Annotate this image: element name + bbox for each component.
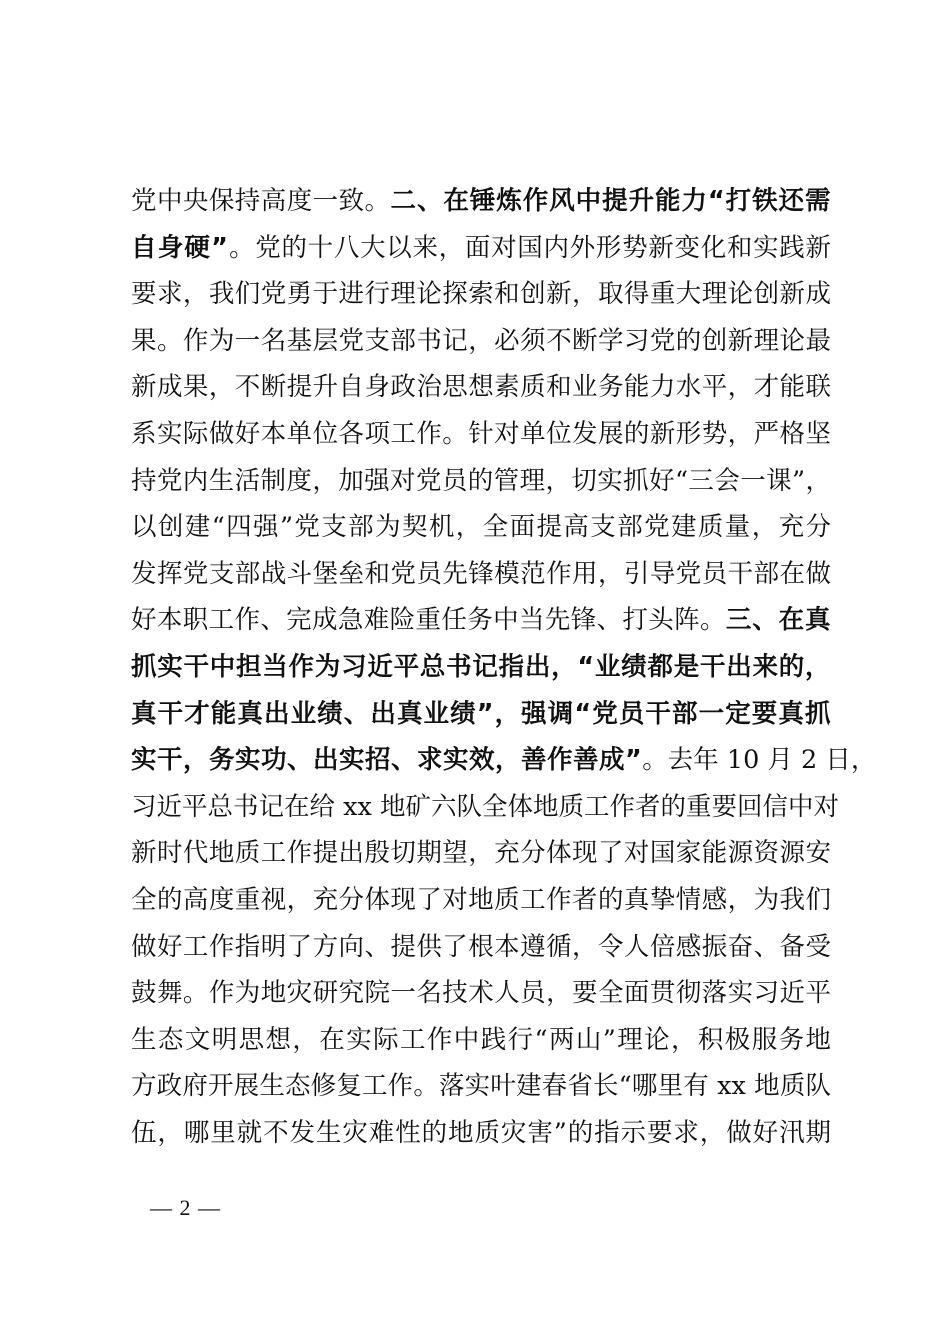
text-line-content	[131, 271, 831, 318]
bold-text-segment: 三、在真	[725, 605, 831, 636]
text-line	[131, 458, 831, 505]
text-line	[131, 504, 831, 551]
text-segment: 持党内生活制度，加强对党员的管理，切实抓好“三会一课”，	[131, 465, 831, 496]
text-segment: 要求，我们党勇于进行理论探索和创新，取得重大理论创新成	[131, 279, 831, 310]
text-line-content	[131, 737, 877, 784]
text-line	[131, 597, 831, 644]
text-line	[131, 178, 831, 225]
text-line-content	[131, 597, 831, 644]
text-line-content	[131, 1017, 831, 1064]
text-line-content	[131, 364, 831, 411]
text-line-content	[131, 178, 831, 225]
text-segment: 党中央保持高度一致。	[131, 186, 391, 216]
text-line-content	[131, 830, 831, 877]
text-segment: 果。作为一名基层党支部书记，必须不断学习党的创新理论最	[131, 325, 831, 356]
text-line	[131, 411, 831, 458]
bold-text-segment: 实干，务实功、出实招、求实效，善作善成”	[131, 745, 643, 776]
text-line-content	[131, 551, 831, 598]
text-line-content	[131, 225, 831, 272]
text-line	[131, 1110, 831, 1157]
text-line-content	[131, 411, 831, 458]
text-line-content	[131, 784, 839, 831]
text-line	[131, 924, 831, 971]
text-segment: 系实际做好本单位各项工作。针对单位发展的新形势，严格坚	[131, 418, 831, 449]
text-line	[131, 364, 831, 411]
text-segment: 。党的十八大以来，面对国内外形势新变化和实践新	[228, 232, 831, 263]
text-line	[131, 644, 831, 691]
text-segment: 全的高度重视，充分体现了对地质工作者的真挚情感，为我们	[131, 884, 831, 915]
text-line-content	[131, 970, 831, 1017]
page-number: — 2 —	[150, 1195, 221, 1220]
text-line	[131, 691, 831, 738]
text-line	[131, 784, 839, 831]
text-line	[131, 271, 831, 318]
text-line-content	[131, 1063, 831, 1110]
text-segment: 方政府开展生态修复工作。落实叶建春省长“哪里有 xx 地质队	[131, 1071, 831, 1102]
text-line-content	[131, 504, 831, 551]
text-line	[131, 1063, 831, 1110]
text-line	[131, 877, 831, 924]
text-segment: 新成果，不断提升自身政治思想素质和业务能力水平，才能联	[131, 372, 831, 403]
text-line	[131, 1017, 831, 1064]
text-line-content	[131, 691, 831, 738]
text-line	[131, 830, 831, 877]
bold-text-segment: 真干才能真出业绩、出真业绩”，强调“党员干部一定要真抓	[131, 698, 831, 729]
text-line	[131, 318, 831, 365]
text-segment: 伍，哪里就不发生灾难性的地质灾害”的指示要求，做好汛期	[131, 1117, 831, 1148]
text-line	[131, 970, 831, 1017]
text-line-content	[131, 458, 831, 505]
text-segment: 。去年 10 月 2 日，	[642, 745, 877, 776]
bold-text-segment: 自身硬”	[131, 232, 229, 263]
text-line-content	[131, 1110, 831, 1157]
bold-text-segment: 二、在锤炼作风中提升能力“打铁还需	[390, 186, 831, 216]
text-line	[131, 737, 877, 784]
bold-text-segment: 抓实干中担当作为习近平总书记指出，“业绩都是干出来的，	[131, 651, 831, 682]
text-segment: 发挥党支部战斗堡垒和党员先锋模范作用，引导党员干部在做	[131, 558, 831, 589]
body-text	[131, 178, 877, 1156]
text-segment: 生态文明思想，在实际工作中践行“两山”理论，积极服务地	[131, 1024, 831, 1055]
text-line-content	[131, 877, 831, 924]
text-segment: 以创建“四强”党支部为契机，全面提高支部党建质量，充分	[131, 512, 831, 543]
text-segment: 鼓舞。作为地灾研究院一名技术人员，要全面贯彻落实习近平	[131, 978, 831, 1009]
text-segment: 习近平总书记在给 xx 地矿六队全体地质工作者的重要回信中对	[131, 791, 839, 822]
text-segment: 新时代地质工作提出殷切期望，充分体现了对国家能源资源安	[131, 838, 831, 869]
text-line-content	[131, 924, 831, 971]
text-line	[131, 551, 831, 598]
text-line-content	[131, 318, 831, 365]
text-line-content	[131, 644, 831, 691]
text-line	[131, 225, 831, 272]
text-segment: 好本职工作、完成急难险重任务中当先锋、打头阵。	[131, 605, 726, 636]
text-segment: 做好工作指明了方向、提供了根本遵循，令人倍感振奋、备受	[131, 931, 831, 962]
